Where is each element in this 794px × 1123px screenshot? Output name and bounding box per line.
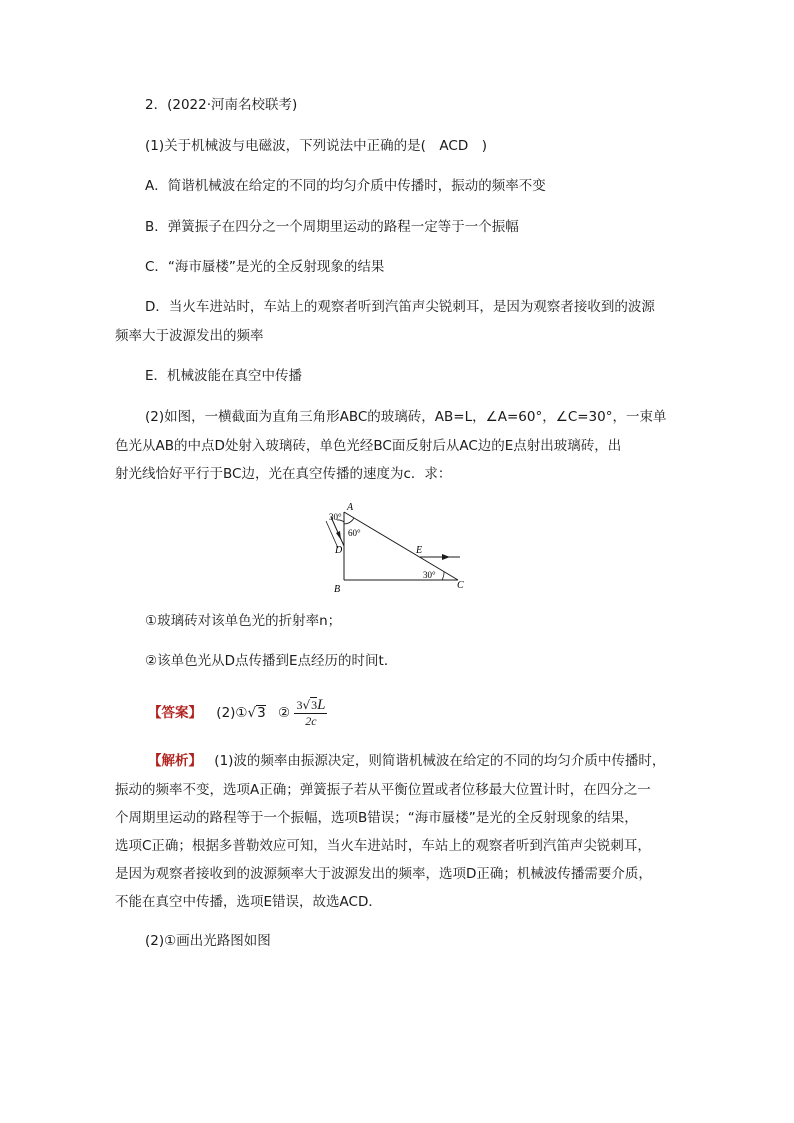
sqrt-icon: √ xyxy=(302,698,311,712)
incident-ray-edge xyxy=(326,521,338,548)
option-d: D．当火车进站时，车站上的观察者听到汽笛声尖锐刺耳，是因为观察者接收到的波源 xyxy=(145,299,655,315)
question-2-line-1: (2)如图，一横截面为直角三角形ABC的玻璃砖，AB=L，∠A=60°，∠C=30°，一束单 xyxy=(145,409,667,425)
question-2-line-3: 射光线恰好平行于BC边，光在真空传播的速度为c．求： xyxy=(115,466,452,482)
option-a: A．简谐机械波在给定的不同的均匀介质中传播时，振动的频率不变 xyxy=(145,178,546,194)
question-1: (1)关于机械波与电磁波，下列说法中正确的是( ACD ) xyxy=(145,138,487,154)
incident-arrow-icon xyxy=(336,531,341,540)
option-c: C．“海市蜃楼”是光的全反射现象的结果 xyxy=(145,259,385,275)
answer-tag: 【答案】 xyxy=(148,705,202,721)
frac-radicand: 3 xyxy=(311,698,318,712)
answer-sep: ② xyxy=(278,705,291,721)
angle-label-a: 60° xyxy=(348,528,361,538)
analysis-line-2: 振动的频率不变，选项A正确；弹簧振子若从平衡位置或者位移最大位置计时，在四分之一 xyxy=(115,782,651,798)
angle-label-top: 30° xyxy=(329,512,342,522)
angle-arc-c xyxy=(442,572,444,580)
question-2-line-2: 色光从AB的中点D处射入玻璃砖，单色光经BC面反射后从AC边的E点射出玻璃砖，出 xyxy=(115,438,622,454)
analysis-line-3: 个周期里运动的路程等于一个振幅，选项B错误；“海市蜃楼”是光的全反射现象的结果， xyxy=(115,810,638,826)
label-d: D xyxy=(335,545,343,556)
label-e: E xyxy=(416,545,423,556)
label-a: A xyxy=(347,502,354,513)
analysis-tag: 【解析】 xyxy=(148,753,202,769)
answer-part: (2)① xyxy=(216,705,248,721)
analysis-text-1: (1)波的频率由振源决定，则简谐机械波在给定的不同的均匀介质中传播时， xyxy=(214,753,666,769)
analysis-line-1 xyxy=(148,751,665,771)
analysis-line-4: 选项C正确；根据多普勒效应可知，当火车进站时，车站上的观察者听到汽笛声尖锐刺耳， xyxy=(115,838,651,854)
analysis-step: (2)①画出光路图如图 xyxy=(145,933,271,949)
analysis-line-6: 不能在真空中传播，选项E错误，故选ACD． xyxy=(115,894,382,910)
frac-denominator: 2c xyxy=(305,714,317,728)
option-e: E．机械波能在真空中传播 xyxy=(145,368,303,384)
frac-var: L xyxy=(317,697,326,713)
label-b: B xyxy=(334,584,341,595)
answer-row xyxy=(148,695,327,731)
analysis-line-5: 是因为观察者接收到的波源频率大于波源发出的频率，选项D正确；机械波传播需要介质， xyxy=(115,866,652,882)
sub-question-2: ②该单色光从D点传播到E点经历的时间t． xyxy=(145,653,398,669)
problem-header: 2．(2022·河南名校联考) xyxy=(145,97,298,113)
edge-ac xyxy=(344,512,458,580)
sqrt-icon: √ xyxy=(247,705,257,721)
answer-fraction xyxy=(294,697,327,729)
option-d-cont: 频率大于波源发出的频率 xyxy=(115,328,264,344)
exit-arrow-icon xyxy=(442,554,450,560)
answer-sqrt-value: 3 xyxy=(257,705,266,721)
angle-label-c: 30° xyxy=(423,570,436,580)
triangle-figure xyxy=(320,500,480,595)
angle-arc-a xyxy=(344,518,354,524)
frac-coef: 3 xyxy=(296,698,303,712)
sub-question-1: ①玻璃砖对该单色光的折射率n； xyxy=(145,613,342,629)
option-b: B．弹簧振子在四分之一个周期里运动的路程一定等于一个振幅 xyxy=(145,219,519,235)
label-c: C xyxy=(457,580,464,591)
